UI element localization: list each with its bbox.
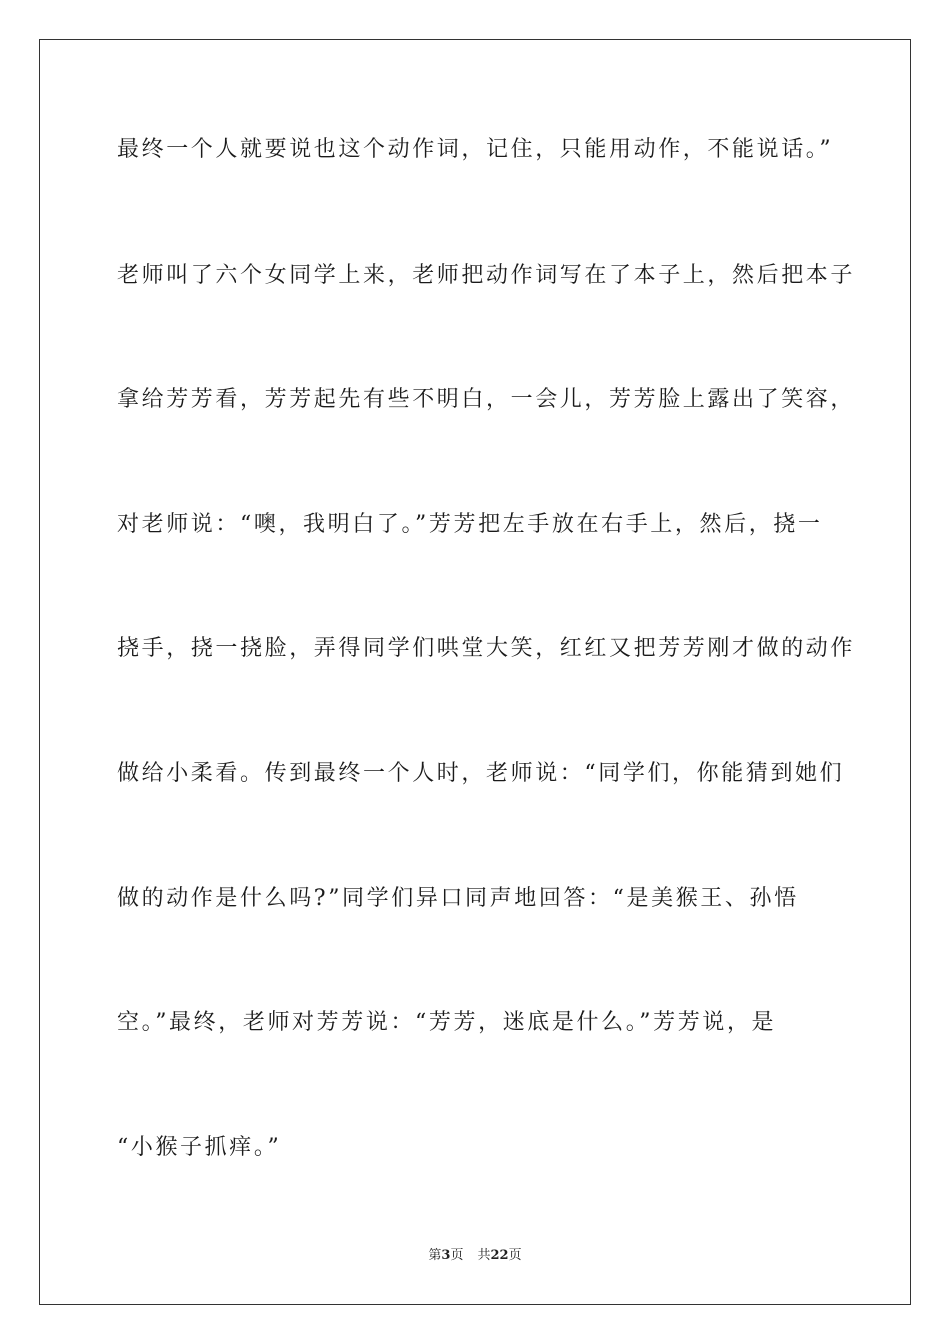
total-suffix: 页: [508, 1248, 522, 1263]
text-line: 拿给芳芳看，芳芳起先有些不明白，一会儿，芳芳脸上露出了笑容，: [117, 387, 856, 412]
text-line: 做给小柔看。传到最终一个人时，老师说：“同学们，你能猜到她们: [117, 761, 845, 786]
page-footer: [0, 1246, 950, 1266]
text-line: 老师叫了六个女同学上来，老师把动作词写在了本子上，然后把本子: [117, 263, 856, 288]
text-line: 做的动作是什么吗?”同学们异口同声地回答：“是美猴王、孙悟: [117, 886, 799, 911]
page-number: 3: [441, 1248, 451, 1263]
total-prefix: 共: [477, 1248, 491, 1263]
text-line: 挠手，挠一挠脸，弄得同学们哄堂大笑，红红又把芳芳刚才做的动作: [117, 636, 856, 661]
text-line: “小猴子抓痒。”: [117, 1135, 282, 1160]
page-border: [39, 39, 911, 1305]
text-line: 对老师说：“噢，我明白了。”芳芳把左手放在右手上，然后，挠一: [117, 512, 823, 537]
page-prefix: 第: [428, 1248, 442, 1263]
text-line: 空。”最终，老师对芳芳说：“芳芳，迷底是什么。”芳芳说，是: [117, 1010, 777, 1035]
total-pages: 22: [490, 1248, 509, 1263]
page-suffix: 页: [450, 1248, 464, 1263]
text-line: 最终一个人就要说也这个动作词，记住，只能用动作，不能说话。”: [117, 137, 834, 162]
